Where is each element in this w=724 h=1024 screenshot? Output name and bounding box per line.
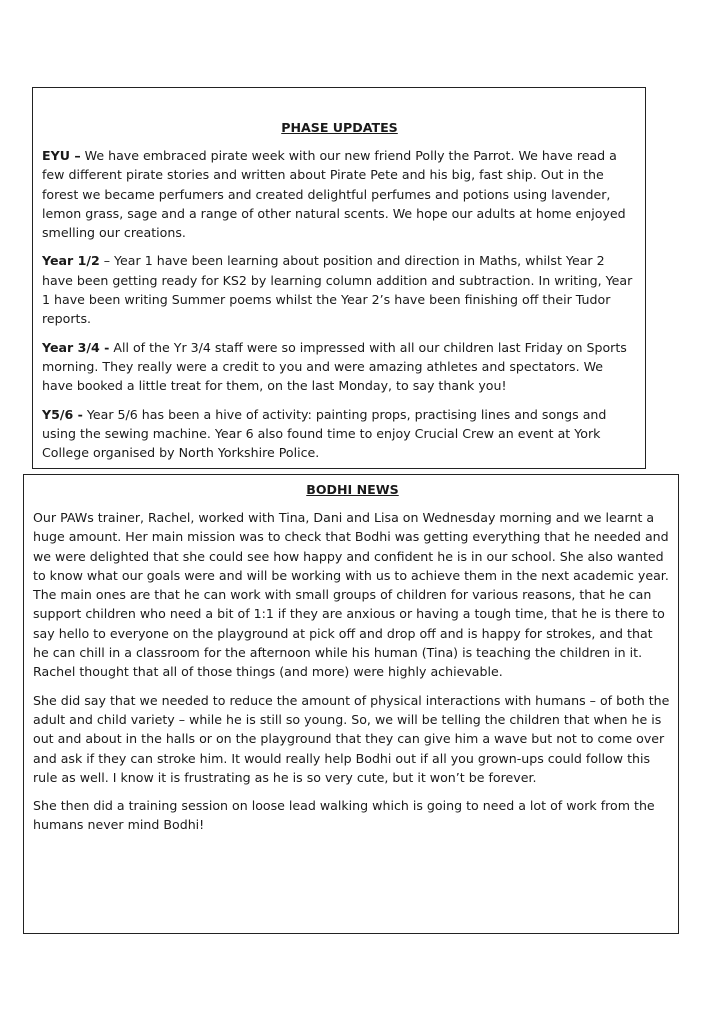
- bodhi-paragraph: She then did a training session on loose lead walking which is going to need a lot of work from the humans never mind Bodhi!: [33, 798, 655, 833]
- phase-updates-box: [32, 87, 646, 469]
- phase-section-y5-6: [42, 405, 637, 463]
- phase-section-label: Year 1/2: [42, 253, 100, 269]
- phase-section-text: We have embraced pirate week with our new friend Polly the Parrot. We have read a few different pirate stories and written about Pirate Pete and his big, fast ship. Out in the forest we became perfumers and created delightful perfumes and potions using lavender, lemon grass, sage and a range of other natural scents. We hope our adults at home enjoyed smelling our creations.: [42, 148, 626, 241]
- phase-section-text: Year 5/6 has been a hive of activity: painting props, practising lines and songs and using the sewing machine. Year 6 also found time to enjoy Crucial Crew an event at York College organised by North Yorkshire Police.: [42, 406, 607, 461]
- bodhi-paragraph: She did say that we needed to reduce the amount of physical interactions with humans – of both the adult and child variety – while he is still so young. So, we will be telling the children that when he is out and about in the halls or on the playground that they can give him a wave but not to come over and ask if they can stroke him. It would really help Bodhi out if all you grown-ups could follow this rule as well. I know it is frustrating as he is so very cute, but it won’t be forever.: [33, 692, 670, 785]
- phase-section-label: Year 3/4 -: [42, 339, 110, 355]
- bodhi-news-box: [23, 474, 679, 934]
- phase-section-year-1-2: [42, 251, 637, 328]
- bodhi-paragraph: Our PAWs trainer, Rachel, worked with Tina, Dani and Lisa on Wednesday morning and we learnt a huge amount. Her main mission was to check that Bodhi was getting everything that he needed and we were delighted that she could see how happy and confident he is in our school. She also wanted to know what our goals were and will be working with us to achieve them in the next academic year. The main ones are that he can work with small groups of children for various reasons, that he can support children who need a bit of 1:1 if they are anxious or having a tough time, that he is there to say hello to everyone on the playground at pick off and drop off and is happy for strokes, and that he can chill in a classroom for the afternoon while his human (Tina) is teaching the children in it. Rachel thought that all of those things (and more) were highly achievable.: [33, 510, 669, 680]
- phase-updates-heading: PHASE UPDATES: [281, 120, 398, 135]
- phase-section-year-3-4: [42, 338, 637, 396]
- phase-section-label: EYU –: [42, 148, 81, 163]
- phase-section-eyu: [42, 146, 637, 242]
- phase-section-text: – Year 1 have been learning about position and direction in Maths, whilst Year 2 have been getting ready for KS2 by learning column addition and subtraction. In writing, Year 1 have been writing Summer poems whilst the Year 2’s have been finishing off their Tudor reports.: [42, 253, 633, 327]
- phase-section-text: All of the Yr 3/4 staff were so impressed with all our children last Friday on Sports morning. They really were a credit to you and were amazing athletes and spectators. We have booked a little treat for them, on the last Monday, to say thank you!: [42, 339, 627, 394]
- phase-section-label: Y5/6 -: [42, 406, 83, 422]
- bodhi-news-heading: BODHI NEWS: [306, 482, 399, 497]
